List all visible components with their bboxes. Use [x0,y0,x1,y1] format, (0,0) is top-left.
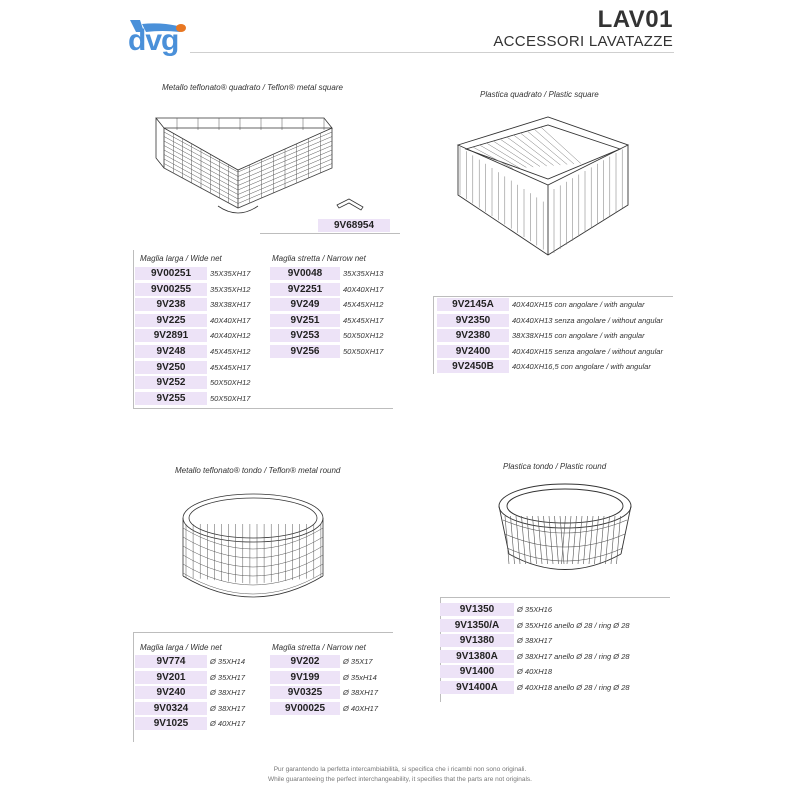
product-row [437,360,651,373]
product-description: 38X38XH17 [210,300,251,310]
corner-piece-image [335,195,365,215]
product-code: 9V0324 [135,702,207,715]
product-description: 40X40XH17 [210,315,251,325]
product-description: 50X50XH17 [210,393,251,403]
metal-round-caption: Metallo teflonato® tondo / Teflon® metal round [175,466,341,475]
plastic-round-table-top [440,597,670,598]
product-code: 9V2891 [135,329,207,342]
product-row [270,345,383,358]
product-row [437,298,645,311]
table-bottom-border [133,408,393,409]
product-description: 40X40XH17 [343,284,384,294]
product-code: 9V774 [135,655,207,668]
product-code: 9V202 [270,655,340,668]
product-code: 9V1380 [440,634,514,647]
product-row [270,686,378,699]
product-description: 40X40XH15 senza angolare / without angular [512,346,663,356]
product-code: 9V1350/A [440,619,514,632]
product-code: 9V238 [135,298,207,311]
product-description: Ø 38XH17 anello Ø 28 / ring Ø 28 [517,651,630,661]
product-description: Ø 38XH17 [210,703,246,713]
product-code: 9V1400 [440,665,514,678]
wide-net-caption: Maglia larga / Wide net [140,254,222,263]
product-description: Ø 35X17 [343,657,373,666]
product-row [135,376,250,389]
product-description: Ø 35XH17 [210,672,246,682]
product-description: 50X50XH17 [343,347,384,356]
product-row [270,329,383,342]
product-code: 9V249 [270,298,340,311]
plastic-square-basket-image [448,105,638,265]
product-code: 9V250 [135,361,207,374]
product-description: 40X40XH13 senza angolare / without angular [512,315,663,325]
product-row [135,686,245,699]
product-description: 35X35XH12 [210,284,251,294]
product-description: Ø 38XH17 [517,636,553,646]
page-subtitle: ACCESSORI LAVATAZZE [493,33,673,50]
round-table-top-border [133,632,393,633]
product-description: Ø 35XH14 [210,657,246,666]
product-row [440,634,552,647]
product-code: 9V2380 [437,329,509,342]
product-row [270,298,383,311]
product-code: 9V201 [135,671,207,684]
product-code: 9V00255 [135,283,207,296]
product-code: 9V2145A [437,298,509,311]
product-description: 45X45XH17 [210,362,251,372]
product-code: 9V1350 [440,603,514,616]
product-description: Ø 35XH16 anello Ø 28 / ring Ø 28 [517,620,630,630]
product-code: 9V00025 [270,702,340,715]
product-code: 9V251 [270,314,340,327]
product-description: 40X40XH16,5 con angolare / with angular [512,362,651,372]
product-row [135,392,250,405]
plastic-round-basket-image [495,480,635,580]
product-row [135,267,250,280]
product-description: 38X38XH15 con angolare / with angular [512,331,645,341]
footer-english: While guaranteeing the perfect interchangeability, it specifies that the parts are not originals. [267,776,532,783]
product-row [270,702,378,715]
product-row [135,702,245,715]
product-row [135,361,250,374]
product-code: 9V256 [270,345,340,358]
plastic-round-caption: Plastica tondo / Plastic round [503,462,607,471]
product-description: Ø 40XH18 [517,667,553,677]
product-description: Ø 40XH17 [210,719,246,729]
product-description: 50X50XH12 [210,378,251,388]
product-row [440,650,630,663]
metal-square-basket-image [148,110,338,220]
product-row [270,283,383,296]
product-description: 35X35XH13 [343,269,384,278]
plastic-square-caption: Plastica quadrato / Plastic square [480,90,599,99]
product-code: 9V0048 [270,267,340,280]
product-code: 9V225 [135,314,207,327]
product-row [135,345,250,358]
round-narrow-caption: Maglia stretta / Narrow net [272,643,366,652]
product-description: Ø 40XH17 [343,703,379,713]
product-row [135,329,250,342]
product-description: 40X40XH15 con angolare / with angular [512,300,645,309]
product-code: 9V2350 [437,314,509,327]
product-row [440,619,630,632]
product-code: 9V1025 [135,717,207,730]
product-code: 9V1400A [440,681,514,694]
product-row [135,717,245,730]
product-code: 9V1380A [440,650,514,663]
product-row [440,665,552,678]
product-description: Ø 38XH17 [210,688,246,698]
table-left-border [133,250,134,408]
footer-italian: Pur garantendo la perfetta intercambiabilità, si specifica che i ricambi non sono originali. [273,766,527,773]
accessory-divider [260,233,400,234]
product-description: Ø 35XH16 [517,605,553,614]
product-description: 45X45XH12 [210,347,251,356]
header-divider [190,52,674,53]
product-code: 9V2251 [270,283,340,296]
plastic-square-table-top [433,296,673,297]
product-description: 50X50XH12 [343,331,384,341]
product-description: 45X45XH17 [343,315,384,325]
product-code: 9V2400 [437,345,509,358]
product-row [437,329,645,342]
product-row [440,603,552,616]
logo-text: dvg [128,24,179,57]
metal-round-basket-image [178,488,328,608]
product-row [135,298,250,311]
product-description: 40X40XH12 [210,331,251,341]
product-code: 9V253 [270,329,340,342]
product-description: Ø 40XH18 anello Ø 28 / ring Ø 28 [517,683,630,692]
product-code: 9V2450B [437,360,509,373]
plastic-square-table-border [433,296,434,374]
product-row [135,655,245,668]
product-code: 9V240 [135,686,207,699]
product-row [270,314,383,327]
product-description: 35X35XH17 [210,269,251,278]
product-description: 45X45XH12 [343,300,384,310]
product-row [437,314,663,327]
product-row [270,671,377,684]
product-row [270,267,383,280]
product-description: Ø 38XH17 [343,688,379,698]
product-code: 9V252 [135,376,207,389]
product-code: 9V248 [135,345,207,358]
product-code: 9V255 [135,392,207,405]
product-row [437,345,663,358]
accessory-code: 9V68954 [318,219,390,232]
product-code: 9V199 [270,671,340,684]
product-code: 9V00251 [135,267,207,280]
product-description: Ø 35xH14 [343,672,377,682]
product-row [135,283,250,296]
narrow-net-caption: Maglia stretta / Narrow net [272,254,366,263]
product-row [135,671,245,684]
product-row [440,681,630,694]
product-code: 9V0325 [270,686,340,699]
product-row [270,655,373,668]
page-code: LAV01 [597,6,673,33]
product-row [135,314,250,327]
round-wide-caption: Maglia larga / Wide net [140,643,222,652]
metal-square-caption: Metallo teflonato® quadrato / Teflon® metal square [162,83,343,92]
round-table-left-border [133,632,134,742]
